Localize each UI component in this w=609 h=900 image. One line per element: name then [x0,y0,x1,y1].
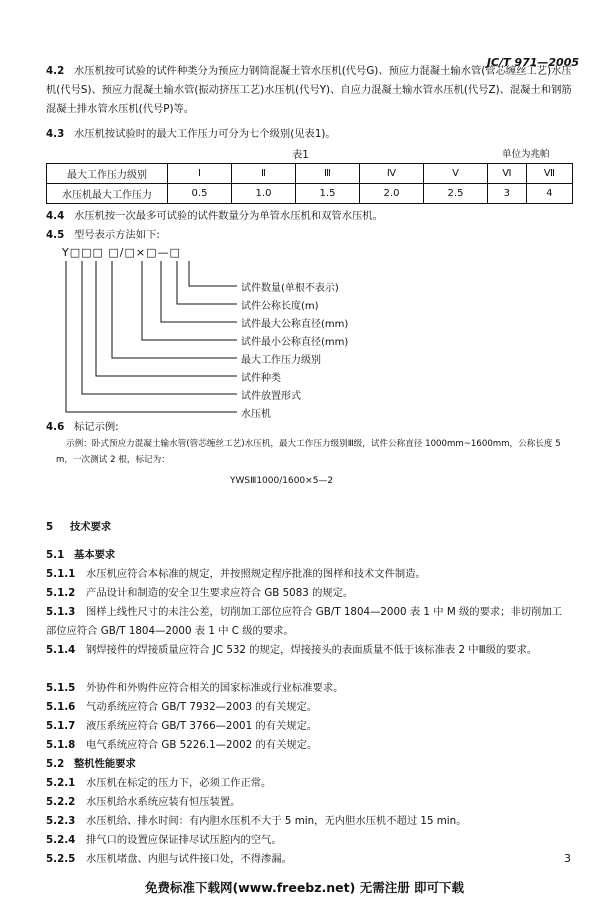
clause-number: 4.4 [46,210,65,222]
footer-watermark: 免费标准下载网(www.freebz.net) 无需注册 即可下载 [144,880,465,895]
table-cell: 2.5 [424,184,488,204]
clause-5-2-5 [46,850,572,869]
table-row [47,184,573,204]
diagram-label: 最大工作压力级别 [241,355,321,366]
clause-4-2 [46,62,572,119]
pressure-grade-table [46,163,573,204]
clause-5-1-5 [46,679,572,698]
clause-text: 图样上线性尺寸的未注公差，切削加工部位应符合 GB/T 1804—2000 表 1 中 M 级的要求；非切削加工部位应符合 GB/T 1804—2000 表 1 中 C 级的要求。 [46,606,562,637]
table-cell: Ⅱ [232,164,296,184]
clause-number: 5.1.2 [46,587,76,599]
marking-example: 示例：卧式预应力混凝土输水管(管芯缠丝工艺)水压机，最大工作压力级别Ⅲ级，试件公称直径 1000mm~1600mm，公称长度 5 m，一次测试 2 根，标记为： [56,439,561,465]
clause-text: 液压系统应符合 GB/T 3766—2001 的有关规定。 [86,720,318,732]
clause-text: 水压机按试验时的最大工作压力可分为七个级别(见表1)。 [74,128,336,140]
table-row [47,164,573,184]
diagram-label: 试件种类 [241,373,281,384]
diagram-label: 试件最小公称直径(mm) [241,337,349,348]
clause-5-1-4 [46,641,572,660]
clause-number: 4.5 [46,229,65,241]
clause-text: 产品设计和制造的安全卫生要求应符合 GB 5083 的规定。 [86,587,354,599]
clause-5-2 [46,755,572,774]
clause-5-1 [46,546,572,565]
clause-text: 水压机应符合本标准的规定，并按照规定程序批准的图样和技术文件制造。 [86,568,426,580]
table-cell: 4 [526,184,572,204]
clause-number: 5.2.2 [46,796,76,808]
standard-code: JC/T 971—2005 [486,56,579,69]
clause-4-4 [46,207,572,226]
table-cell: 1.0 [232,184,296,204]
table-cell: 0.5 [168,184,232,204]
clause-5-1-7 [46,717,572,736]
table-cell: Ⅶ [526,164,572,184]
clause-4-6 [46,418,572,437]
diagram-label: 水压机 [241,409,271,420]
table-cell: 3 [488,184,527,204]
table-cell: Ⅲ [296,164,360,184]
table-unit: 单位为兆帕 [502,149,550,160]
clause-5-2-1 [46,774,572,793]
clause-title: 基本要求 [74,549,116,561]
table-cell: 2.0 [360,184,424,204]
clause-title: 整机性能要求 [74,758,136,770]
table-cell: Ⅳ [360,164,424,184]
diagram-label: 试件公称长度(m) [241,301,319,312]
clause-number: 5.1.6 [46,701,76,713]
clause-number: 5.1.1 [46,568,76,580]
model-code-diagram [62,246,382,421]
clause-5-1-2 [46,584,572,603]
section-title: 技术要求 [70,521,112,533]
clause-text: 钢焊接件的焊接质量应符合 JC 532 的规定，焊接接头的表面质量不低于该标准表 2 中Ⅲ级的要求。 [86,644,538,656]
clause-number: 5.1.5 [46,682,76,694]
clause-number: 5.1.8 [46,739,76,751]
page-number: 3 [564,852,571,865]
table-row-label: 最大工作压力级别 [47,164,168,184]
clause-5-1-8 [46,736,572,755]
clause-number: 5.2 [46,758,65,770]
clause-number: 5.1 [46,549,65,561]
clause-5-2-2 [46,793,572,812]
clause-text: 水压机在标定的压力下，必须工作正常。 [86,777,272,789]
clause-text: 水压机给水系统应装有恒压装置。 [86,796,241,808]
diagram-label: 试件最大公称直径(mm) [241,319,349,330]
clause-number: 5.2.4 [46,834,76,846]
clause-text: 标记示例: [74,421,119,433]
clause-5-1-6 [46,698,572,717]
table-row-label: 水压机最大工作压力 [47,184,168,204]
model-code: Y□□□ □/□×□—□ [62,246,181,259]
clause-text: 水压机按可试验的试件种类分为预应力钢筒混凝土管水压机(代号G)、预应力混凝土输水管(管芯缠丝工艺)水压机(代号S)、预应力混凝土输水管(振动挤压工艺)水压机(代号Y)、自应力混凝土输水管水压机(代号Z)、混凝土和钢筋混凝土排水管水压机(代号P)等。 [46,65,572,115]
clause-5-1-3 [46,603,572,641]
table-cell: 1.5 [296,184,360,204]
marking-example-code: YWSⅢ1000/1600×5—2 [230,476,334,486]
clause-4-3 [46,125,572,144]
table-caption: 表1 [292,149,309,161]
clause-text: 水压机给、排水时间：有内胆水压机不大于 5 min，无内胆水压机不超过 15 min。 [86,815,467,827]
clause-number: 4.3 [46,128,65,140]
clause-number: 5.1.7 [46,720,76,732]
clause-number: 4.2 [46,65,65,77]
clause-text: 排气口的设置应保证排尽试压腔内的空气。 [86,834,282,846]
clause-number: 5.2.1 [46,777,76,789]
clause-number: 5.1.4 [46,644,76,656]
clause-text: 水压机堵盘、内胆与试件接口处，不得渗漏。 [86,853,292,865]
clause-number: 5.2.3 [46,815,76,827]
clause-number: 5.2.5 [46,853,76,865]
table-cell: Ⅵ [488,164,527,184]
clause-text: 外协件和外购件应符合相关的国家标准或行业标准要求。 [86,682,344,694]
clause-number: 4.6 [46,421,65,433]
table-cell: Ⅴ [424,164,488,184]
clause-5-1-1 [46,565,572,584]
clause-5-2-3 [46,812,572,831]
clause-4-5 [46,226,572,245]
clause-number: 5.1.3 [46,606,76,618]
clause-text: 水压机按一次最多可试验的试件数量分为单管水压机和双管水压机。 [74,210,383,222]
clause-text: 型号表示方法如下: [74,229,160,241]
clause-text: 电气系统应符合 GB 5226.1—2002 的有关规定。 [86,739,318,751]
diagram-label: 试件数量(单根不表示) [241,283,339,294]
table-cell: Ⅰ [168,164,232,184]
clause-text: 气动系统应符合 GB/T 7932—2003 的有关规定。 [86,701,318,713]
diagram-label: 试件放置形式 [241,391,301,402]
section-5-title [46,518,572,537]
clause-5-2-4 [46,831,572,850]
section-number: 5 [46,521,54,533]
